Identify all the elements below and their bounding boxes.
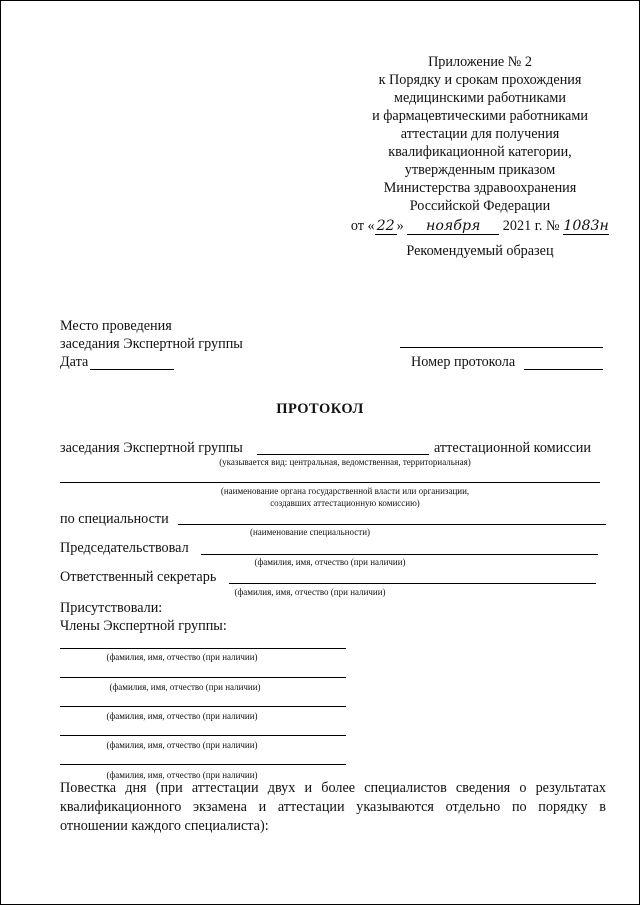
meeting-place-field[interactable] (400, 347, 603, 348)
chair-label: Председательствовал (60, 540, 189, 556)
organization-hint-2: создавших аттестационную комиссию) (270, 498, 420, 508)
organization-field[interactable] (60, 482, 600, 483)
recommended-sample: Рекомендуемый образец (406, 243, 554, 259)
appendix-line: аттестации для получения (400, 126, 560, 142)
protocol-title: ПРОТОКОЛ (276, 401, 364, 417)
appendix-line: Министерства здравоохранения (383, 180, 577, 196)
member-field[interactable] (60, 677, 346, 678)
date-field[interactable] (90, 369, 174, 370)
commission-label: аттестационной комиссии (434, 440, 591, 456)
appendix-line: квалификационной категории, (388, 144, 572, 160)
order-number: 1083н (563, 218, 609, 234)
secretary-hint: (фамилия, имя, отчество (при наличии) (234, 587, 386, 597)
appendix-line: Приложение № 2 (428, 54, 532, 70)
member-hint: (фамилия, имя, отчество (при наличии) (109, 682, 261, 692)
order-date-line (320, 217, 640, 235)
present-label: Присутствовали: (60, 600, 163, 616)
member-field[interactable] (60, 735, 346, 736)
member-hint: (фамилия, имя, отчество (при наличии) (106, 652, 258, 662)
appendix-block (320, 53, 640, 235)
protocol-number-field[interactable] (524, 369, 603, 370)
member-field[interactable] (60, 764, 346, 765)
chair-hint: (фамилия, имя, отчество (при наличии) (254, 557, 406, 567)
appendix-line: и фармацевтическими работниками (372, 108, 588, 124)
date-label: Дата (60, 354, 89, 370)
order-quote-close: » (396, 218, 404, 234)
agenda-paragraph: Повестка дня (при аттестации двух и более специалистов сведения о результатах квалификационного экзамена и аттестации указываются отдельно по порядку в отношении каждого специалиста): (60, 780, 606, 834)
specialty-label: по специальности (60, 511, 169, 527)
commission-type-field[interactable] (257, 454, 429, 455)
order-prefix: от « (350, 218, 375, 234)
session-hint: (указывается вид: центральная, ведомственная, территориальная) (219, 457, 471, 467)
session-label: заседания Экспертной группы (60, 440, 243, 456)
member-hint: (фамилия, имя, отчество (при наличии) (106, 740, 258, 750)
chair-field[interactable] (201, 554, 598, 555)
secretary-label: Ответственный секретарь (60, 569, 217, 585)
appendix-line: к Порядку и срокам прохождения (378, 72, 582, 88)
organization-hint-1: (наименование органа государственной власти или организации, (220, 486, 470, 496)
meeting-place-label-2: заседания Экспертной группы (60, 336, 243, 352)
member-hint: (фамилия, имя, отчество (при наличии) (106, 711, 258, 721)
secretary-field[interactable] (229, 583, 596, 584)
appendix-line: медицинскими работниками (393, 90, 567, 106)
members-label: Члены Экспертной группы: (60, 618, 227, 634)
specialty-hint: (наименование специальности) (249, 527, 371, 537)
specialty-field[interactable] (178, 524, 606, 525)
appendix-line: утвержденным приказом (404, 162, 556, 178)
member-field[interactable] (60, 648, 346, 649)
order-year: 2021 г. № (502, 218, 560, 234)
protocol-number-label: Номер протокола (411, 354, 516, 370)
meeting-place-label-1: Место проведения (60, 318, 172, 334)
order-day: 22 (376, 218, 395, 234)
member-hint: (фамилия, имя, отчество (при наличии) (106, 770, 258, 780)
appendix-line: Российской Федерации (409, 198, 551, 214)
member-field[interactable] (60, 706, 346, 707)
order-month: ноября (407, 219, 499, 235)
